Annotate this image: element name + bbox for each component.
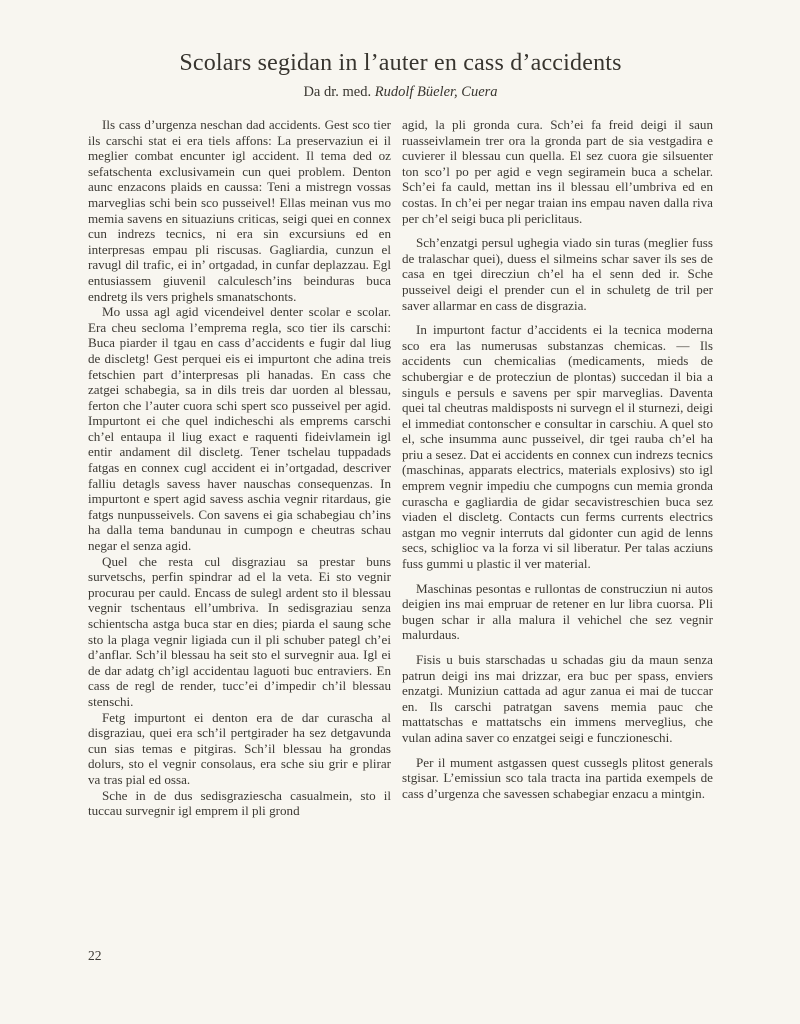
page-title: Scolars segidan in l’auter en cass d’accidents — [179, 50, 622, 76]
paragraph: Per il mument astgassen quest cussegls plitost generals stgisar. L’emissiun sco tala tracta ina partida exempels de cass d’urgenza che savessen schabegiar enzacu a mintgin. — [402, 754, 713, 801]
paragraph: agid, la pli gronda cura. Sch’ei fa freid deigi il saun ruasseivlamein trer ora la gronda part de sia vestgadira e cuvierer il blessau cun quella. El sez cuora gie silsuenter ton sco’l po per agid e vegn segiramein buca a schelar. Sch’ei fa cauld, mettan ins il blessau ell’umbriva ed en costas. In ch’ei per negar traian ins empau naven dalla riva per ch’el seigi buca pli periclitaus. — [402, 117, 713, 226]
byline-prefix: Da dr. med. — [303, 84, 375, 100]
byline — [88, 84, 713, 101]
document-page — [88, 0, 713, 1024]
paragraph: Maschinas pesontas e rullontas de construcziun ni autos deigien ins mai empruar de retener en lur libra cuorsa. Pli bugen schar ir alla malura il vehichel che sez vegnir malurdaus. — [402, 580, 713, 643]
byline-author-name: Rudolf Büeler, Cuera — [374, 84, 498, 100]
paragraph: Sch’enzatgi persul ughegia viado sin turas (meglier fuss de tralaschar quei), duess el silmeins schar saver ils ses de casa en tgei direcziun ch’el ha el senn ded ir. Sche pusseivel deigi el prender cun el in schuletg de tril per saver allarmar en cass de disgrazia. — [402, 235, 713, 313]
left-column — [88, 117, 391, 819]
paragraph: Sche in de dus sedisgraziescha casualmein, sto il tuccau survegnir igl emprem il pli grond — [88, 787, 391, 819]
paragraph: Mo ussa agl agid vicendeivel denter scolar e scolar. Era cheu secloma l’emprema regla, sco tier ils carschi: Buca piarder il tgau en cass d’accidents e fugir dal liug de discletg! Gest perquei eis ei impurtont che adina treis fetschien part d’interpresas pli hanadas. En cass che zatgei schabegia, sa in dils treis dar uorden al blessau, ferton che l’auter cuora schi spert sco pusseivel per agid. Impurtont ei che quel indicheschi als emprems carschi ch’el entaupa il liug exact e raquenti fideivlamein igl entir andament dil discletg. Tener tschelau tuppadads fatgas en connex cugl accident ei in’ortgadad, descriver falliu detagls savess haver nauschas consequenzas. In impurtont e spert agid savess aschia vegnir ritardaus, gie fatgs nunpusseivels. Con savens ei gia schabegiau ch’ins ha dalla tema bandunau in cumpogn e cheutras schau negar el senza agid. — [88, 304, 391, 554]
paragraph: Ils cass d’urgenza neschan dad accidents. Gest sco tier ils carschi stat ei era tiels affons: La preservaziun ei il meglier combat encunter igl accident. Il tema ded oz sefatschenta exclusivamein cun quei problem. Denton aunc enzacons plaids en caussa: Teni a mistregn vossas marveglias schi bein sco pusseivel! Ellas meinan vus mo memia savens en situaziuns criticas, seigi quei en connex cun indrezs tecnics, ni era sin excursiuns ed en interpresas empau pli riscusas. Gagliardia, cunzun el ravugl dil trafic, ei in’ ortgadad, in cunfar deplazzau. Egl entusiassem giuvenil calculesch’ins beinduras buca endretg ils vers prighels smanatschonts. — [88, 117, 391, 304]
paragraph: Fetg impurtont ei denton era de dar curascha al disgraziau, quei era sch’il pertgirader ha sez detgavunda cun sias temas e pitgiras. Sch’il blessau ha grondas dolurs, sto el vegnir consolaus, era sche siu grir e plirar va tras pial ed ossa. — [88, 709, 391, 787]
paragraph: Quel che resta cul disgraziau sa prestar buns survetschs, perfin spindrar ad el la veta. Ei sto vegnir procurau per cauld. Encass de sulegl ardent sto il blessau vegnir tschentaus ell’umbriva. In sedisgraziau senza schientscha astga buca star en dies; piarda el saung sche sto la plaga vegnir ligiada cun il pli schuber pategl ch’ei d’anflar. Sch’il blessau ha seit sto el survegnir aua. Igl ei de dar adatg ch’igl accidentau laguoti buc entraviers. En cass de regl de render, tucc’ei d’impedir ch’il blessau stenschi. — [88, 553, 391, 709]
paragraph: In impurtont factur d’accidents ei la tecnica moderna sco era las numerusas substanzas chemicas. — Ils accidents cun chemicalias (medicaments, mieds de schubergiar e de protecziun de plontas) succedan il bia a singuls e persuls e savens per spir marveglias. Daventa quei tal cheutras maldisposts ni survegn el il sturnezi, deigi el immediat contonscher e consultar in carschiu. A quel sto el, sche insumma aunc pusseivel, dir tgei rauba ch’el ha priu a sesez. Dat ei accidents en connex cun indrezs tecnics (maschinas, apparats electrics, materials explosivs) sto igl emprem vegnir impediu che cumpogns cun memia gronda curascha e gagliardia de gidar secavistreschien buca sez viaden el discletg. Contacts cun ferms currents electrics astgan mo vegnir interruts dal gidonter cun agid de lenns secs, schiglioc va la forza vi sil liberatur. Per talas acziuns fuss gummi u plastic il ver material. — [402, 322, 713, 572]
paragraph: Fisis u buis starschadas u schadas giu da maun senza patrun deigi ins mai drizzar, era buc per spass, enviers enzatgi. Muniziun cattada ad agur zanua ei mai de tuccar en. Ils carschi patratgan savens memia pauc che mattatschas e mattatschs ein immens merveglius, che vulan adina saver co enzatgei seigi e funczioneschi. — [402, 652, 713, 745]
page-number: 22 — [88, 948, 102, 963]
text-columns — [88, 117, 713, 819]
right-column — [402, 117, 713, 819]
